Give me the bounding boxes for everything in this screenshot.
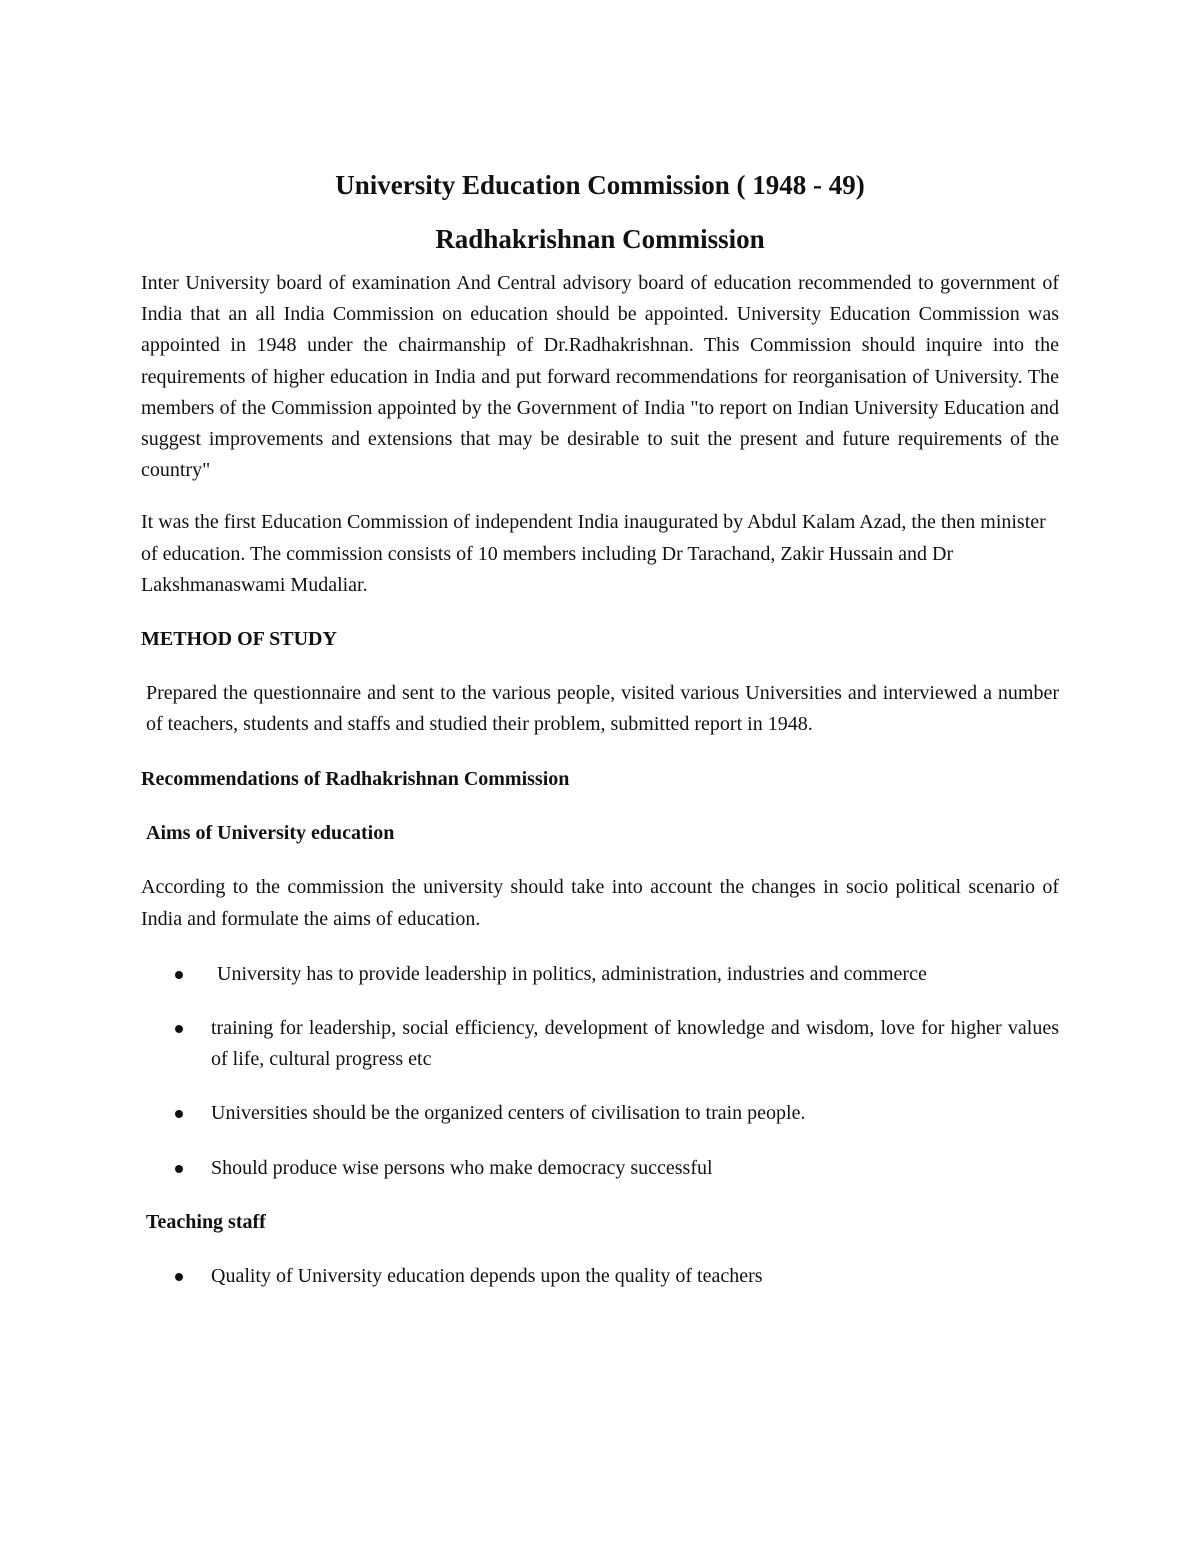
document-page (141, 160, 1059, 1292)
bullet-icon (175, 1025, 183, 1033)
list-item (141, 1098, 1059, 1129)
list-item-text: training for leadership, social efficiency, development of knowledge and wisdom, love for higher values of life, cultural progress etc (211, 1017, 1059, 1071)
list-item (141, 1153, 1059, 1184)
bullet-icon (175, 1273, 183, 1281)
list-item (141, 1013, 1059, 1075)
list-item (141, 1261, 1059, 1292)
aims-heading: Aims of University education (146, 822, 395, 845)
list-item (141, 959, 1059, 990)
aims-paragraph: According to the commission the university should take into account the changes in socio political scenario of India and formulate the aims of education. (141, 876, 1059, 930)
bullet-icon (175, 1110, 183, 1118)
list-item-text: University has to provide leadership in politics, administration, industries and commerce (217, 962, 927, 985)
recommendations-heading: Recommendations of Radhakrishnan Commission (141, 768, 570, 791)
aims-bullet-list (141, 959, 1059, 1184)
teaching-bullet-list (141, 1261, 1059, 1292)
list-item-text: Should produce wise persons who make democracy successful (211, 1156, 713, 1179)
document-subtitle: Radhakrishnan Commission (435, 224, 765, 254)
second-paragraph: It was the first Education Commission of independent India inaugurated by Abdul Kalam Azad, the then minister of education. The commission consists of 10 members including Dr Tarachand, Zakir Hussain and Dr Lakshmanaswami Mudaliar. (141, 511, 1046, 596)
list-item-text: Universities should be the organized centers of civilisation to train people. (211, 1102, 806, 1125)
bullet-icon (175, 971, 183, 979)
method-heading: METHOD OF STUDY (141, 628, 337, 651)
bullet-icon (175, 1165, 183, 1173)
intro-paragraph: Inter University board of examination And Central advisory board of education recommended to government of India that an all India Commission on education should be appointed. University Education Commission was appointed in 1948 under the chairmanship of Dr.Radhakrishnan. This Commission should inquire into the requirements of higher education in India and put forward recommendations for reorganisation of University. The members of the Commission appointed by the Government of India "to report on Indian University Education and suggest improvements and extensions that may be desirable to suit the present and future requirements of the country" (141, 272, 1059, 482)
document-title: University Education Commission ( 1948 - 49) (335, 170, 865, 200)
method-paragraph: Prepared the questionnaire and sent to the various people, visited various Universities and interviewed a number of teachers, students and staffs and studied their problem, submitted report in 1948. (146, 682, 1059, 736)
teaching-staff-heading: Teaching staff (146, 1210, 266, 1233)
list-item-text: Quality of University education depends upon the quality of teachers (211, 1264, 763, 1287)
